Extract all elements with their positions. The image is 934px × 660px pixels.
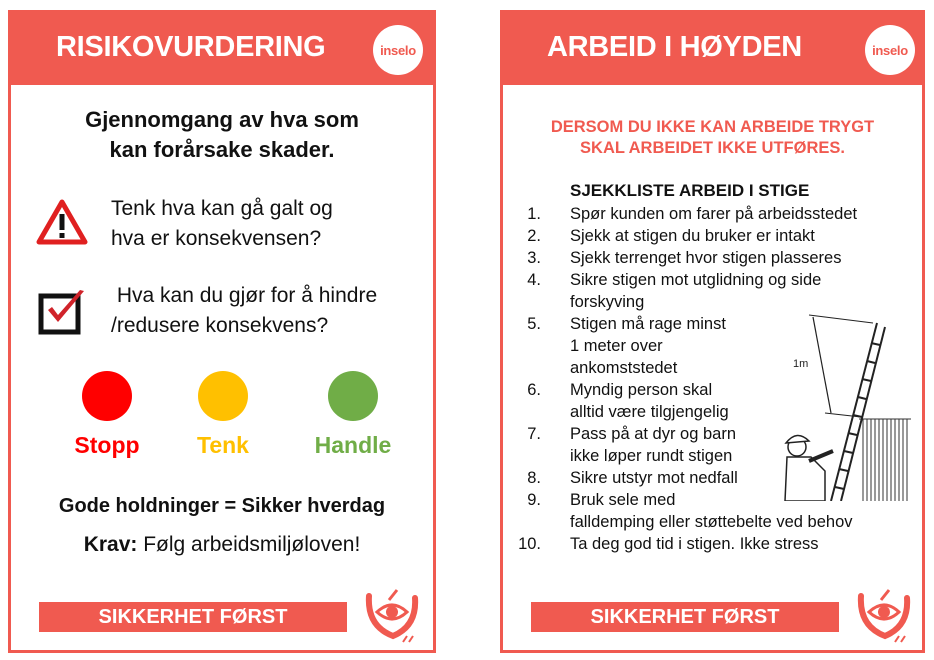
checklist-item-text: 1 meter over xyxy=(570,337,663,355)
green-light xyxy=(328,371,378,421)
checklist-item-number: 3. xyxy=(527,249,541,267)
safety-eye-icon xyxy=(855,586,913,646)
checklist-item-number: 7. xyxy=(527,425,541,443)
checklist-item-number: 9. xyxy=(527,491,541,509)
checklist-item-text: ikke løper rundt stigen xyxy=(570,447,733,465)
red-light xyxy=(82,371,132,421)
checklist-item-text: Sjekk terrenget hvor stigen plasseres xyxy=(570,249,842,267)
checklist-item-number: 5. xyxy=(527,315,541,333)
checklist-item-number: 4. xyxy=(527,271,541,289)
dimension-label: 1m xyxy=(793,358,809,370)
act-label: Handle xyxy=(314,432,392,458)
card-title: RISIKOVURDERING xyxy=(56,31,326,63)
checklist-item-text: Ta deg god tid i stigen. Ikke stress xyxy=(570,535,819,553)
checklist-item-number: 6. xyxy=(527,381,541,399)
stop-label: Stopp xyxy=(74,432,140,458)
checklist-item-number: 10. xyxy=(518,535,541,553)
checklist-item xyxy=(511,203,921,225)
warning-triangle-icon xyxy=(36,199,88,245)
checklist-item xyxy=(511,225,921,247)
checkbox-check-icon xyxy=(38,288,90,336)
checklist-item-text: Stigen må rage minst xyxy=(570,315,726,333)
checklist-item-text: Sikre utstyr mot nedfall xyxy=(570,469,738,487)
warning-text: DERSOM DU IKKE KAN ARBEIDE TRYGT SKAL ARBEIDET IKKE UTFØRES. xyxy=(550,118,875,157)
checklist-item-text: forskyving xyxy=(570,293,645,311)
requirement-label: Krav: xyxy=(83,533,138,556)
safety-first-banner: SIKKERHET FØRST xyxy=(39,602,347,632)
checklist-item xyxy=(511,247,921,269)
checklist-item xyxy=(511,533,921,555)
card-header xyxy=(11,13,433,85)
card-header xyxy=(503,13,922,85)
checklist-item-text: Spør kunden om farer på arbeidsstedet xyxy=(570,205,858,223)
yellow-light xyxy=(198,371,248,421)
risk-assessment-card xyxy=(8,10,436,653)
motto: Gode holdninger = Sikker hverdag xyxy=(58,495,386,517)
checklist-item-text: Sikre stigen mot utglidning og side xyxy=(570,271,822,289)
card-title: ARBEID I HØYDEN xyxy=(547,31,802,63)
checklist-item-text: Pass på at dyr og barn xyxy=(570,425,737,443)
requirement-line xyxy=(11,533,433,557)
inselo-logo: inselo xyxy=(373,25,423,75)
checklist-item-text: ankomststedet xyxy=(570,359,678,377)
ladder-worker-icon xyxy=(781,301,911,501)
tip-prevent-reduce: Hva kan du gjør for å hindre /redusere konsekvens? xyxy=(111,284,378,337)
checklist-title: SJEKKLISTE ARBEID I STIGE xyxy=(570,181,810,200)
work-at-height-card xyxy=(500,10,925,653)
requirement-text: Følg arbeidsmiljøloven! xyxy=(137,533,361,556)
checklist-item-text: alltid være tilgjengelig xyxy=(570,403,729,421)
think-label: Tenk xyxy=(197,432,249,458)
checklist-item-number: 1. xyxy=(527,205,541,223)
safety-eye-icon xyxy=(363,586,421,646)
intro-text: Gjennomgang av hva som kan forårsake skader. xyxy=(85,107,359,162)
checklist-item-text: Bruk sele med xyxy=(570,491,676,509)
tip-think-consequence: Tenk hva kan gå galt og hva er konsekvensen? xyxy=(111,197,333,250)
checklist-item-number: 8. xyxy=(527,469,541,487)
checklist-item-text: falldemping eller støttebelte ved behov xyxy=(570,513,853,531)
inselo-logo: inselo xyxy=(865,25,915,75)
checklist-item-text: Sjekk at stigen du bruker er intakt xyxy=(570,227,815,245)
safety-first-banner: SIKKERHET FØRST xyxy=(531,602,839,632)
checklist-item-text: Myndig person skal xyxy=(570,381,713,399)
checklist-item-number: 2. xyxy=(527,227,541,245)
